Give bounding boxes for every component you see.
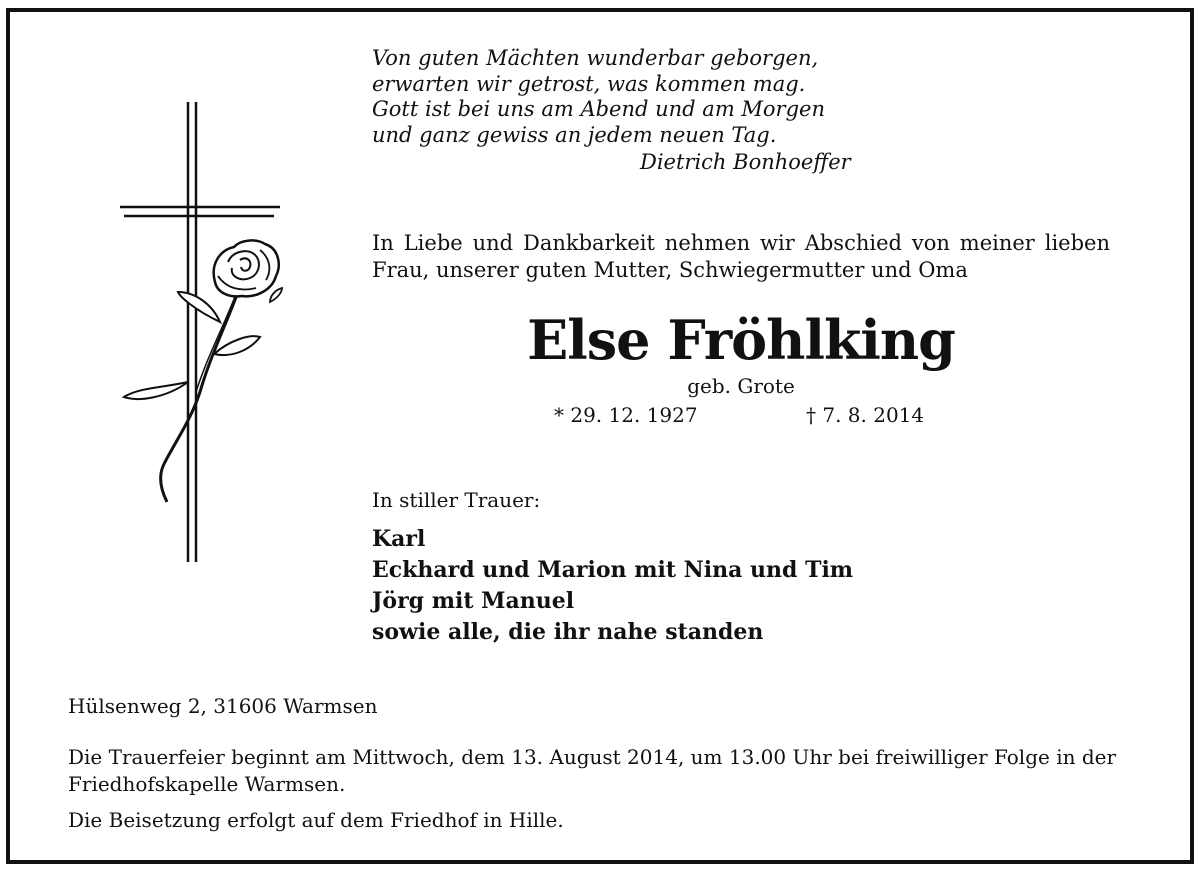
mourner-entry: sowie alle, die ihr nahe standen bbox=[372, 619, 764, 645]
burial-notice: Die Beisetzung erfolgt auf dem Friedhof in Hille. bbox=[68, 808, 564, 832]
mourning-label: In stiller Trauer: bbox=[372, 488, 541, 512]
quote-line: Von guten Mächten wunderbar geborgen, bbox=[372, 46, 819, 70]
funeral-notice: Die Trauerfeier beginnt am Mittwoch, dem 13. August 2014, um 13.00 Uhr bei freiwilliger Folge in der Friedhofskapelle Warmsen. bbox=[68, 745, 1117, 796]
death-date: † 7. 8. 2014 bbox=[806, 403, 925, 427]
quote-line: Gott ist bei uns am Abend und am Morgen bbox=[372, 97, 825, 121]
quote-author: Dietrich Bonhoeffer bbox=[640, 150, 851, 174]
mourner-entry: Eckhard und Marion mit Nina und Tim bbox=[372, 557, 854, 583]
mourner-entry: Karl bbox=[372, 526, 426, 552]
obituary-notice bbox=[6, 8, 1194, 864]
family-address: Hülsenweg 2, 31606 Warmsen bbox=[68, 694, 378, 718]
maiden-name: geb. Grote bbox=[687, 374, 795, 398]
mourners-list bbox=[372, 524, 853, 648]
deceased-name: Else Fröhlking bbox=[527, 308, 955, 372]
birth-date: * 29. 12. 1927 bbox=[554, 403, 698, 427]
quote-line: und ganz gewiss an jedem neuen Tag. bbox=[372, 122, 777, 147]
mourner-entry: Jörg mit Manuel bbox=[372, 588, 575, 614]
farewell-intro: In Liebe und Dankbarkeit nehmen wir Abschied von meiner lieben Frau, unserer guten Mutter, Schwiegermutter und Oma bbox=[372, 231, 1110, 282]
bonhoeffer-quote bbox=[372, 46, 825, 148]
quote-line: erwarten wir getrost, was kommen mag. bbox=[372, 71, 806, 96]
